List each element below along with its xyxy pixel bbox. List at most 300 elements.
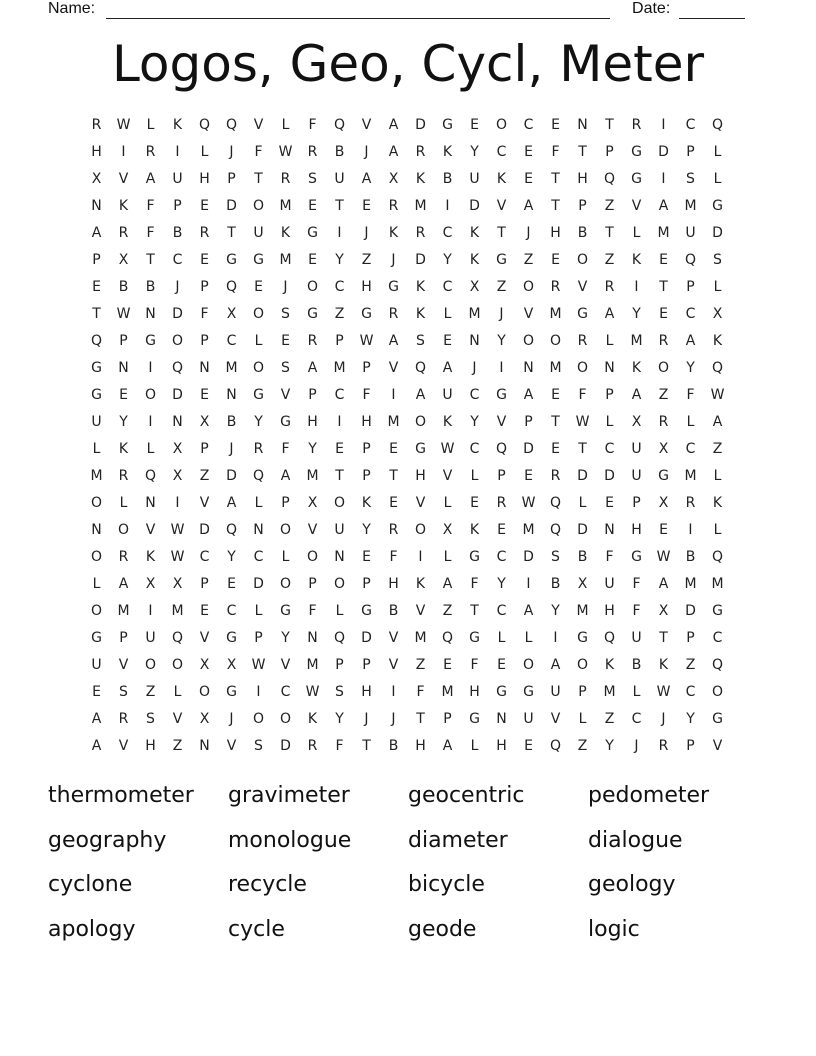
grid-letter[interactable]: C <box>442 278 453 295</box>
grid-letter[interactable]: L <box>443 305 452 322</box>
grid-letter[interactable]: U <box>604 575 615 592</box>
grid-letter[interactable]: H <box>415 737 426 754</box>
grid-letter[interactable]: R <box>604 278 615 295</box>
grid-letter[interactable]: D <box>523 548 534 565</box>
grid-letter[interactable]: O <box>495 116 508 133</box>
grid-letter[interactable]: Z <box>361 251 372 268</box>
grid-letter[interactable]: M <box>306 467 319 484</box>
grid-letter[interactable]: U <box>685 224 696 241</box>
grid-letter[interactable]: V <box>280 386 291 403</box>
grid-letter[interactable]: A <box>280 467 291 484</box>
grid-letter[interactable]: V <box>631 197 642 214</box>
grid-letter[interactable]: E <box>659 521 668 538</box>
grid-letter[interactable]: O <box>522 656 535 673</box>
grid-letter[interactable]: H <box>550 224 561 241</box>
grid-letter[interactable]: Y <box>362 521 371 538</box>
grid-letter[interactable]: J <box>229 710 234 727</box>
grid-letter[interactable]: P <box>200 440 209 457</box>
grid-letter[interactable]: N <box>91 197 102 214</box>
grid-letter[interactable]: K <box>469 251 480 268</box>
grid-letter[interactable]: L <box>713 170 722 187</box>
grid-letter[interactable]: E <box>551 386 560 403</box>
grid-letter[interactable]: E <box>605 494 614 511</box>
grid-letter[interactable]: T <box>659 278 668 295</box>
grid-letter[interactable]: M <box>90 467 103 484</box>
grid-letter[interactable]: T <box>605 116 614 133</box>
grid-letter[interactable]: G <box>658 467 669 484</box>
grid-letter[interactable]: M <box>576 602 589 619</box>
grid-letter[interactable]: P <box>605 386 614 403</box>
grid-letter[interactable]: I <box>445 197 450 214</box>
grid-letter[interactable]: Q <box>711 116 724 133</box>
grid-letter[interactable]: L <box>632 683 641 700</box>
grid-letter[interactable]: M <box>522 521 535 538</box>
grid-letter[interactable]: K <box>496 170 507 187</box>
grid-letter[interactable]: I <box>337 224 342 241</box>
grid-letter[interactable]: Q <box>171 629 184 646</box>
grid-letter[interactable]: Y <box>686 359 695 376</box>
grid-letter[interactable]: R <box>388 521 399 538</box>
grid-letter[interactable]: E <box>551 116 560 133</box>
grid-letter[interactable]: V <box>388 629 399 646</box>
grid-letter[interactable]: Y <box>308 440 317 457</box>
grid-letter[interactable]: E <box>443 332 452 349</box>
grid-letter[interactable]: X <box>199 413 210 430</box>
grid-letter[interactable]: N <box>307 629 318 646</box>
grid-letter[interactable]: J <box>526 224 531 241</box>
grid-letter[interactable]: I <box>148 359 153 376</box>
grid-letter[interactable]: I <box>148 602 153 619</box>
grid-letter[interactable]: M <box>630 332 643 349</box>
grid-letter[interactable]: V <box>577 278 588 295</box>
grid-letter[interactable]: T <box>470 602 479 619</box>
grid-letter[interactable]: G <box>91 386 102 403</box>
grid-letter[interactable]: U <box>523 710 534 727</box>
grid-letter[interactable]: P <box>200 332 209 349</box>
grid-letter[interactable]: R <box>550 278 561 295</box>
grid-letter[interactable]: W <box>656 683 671 700</box>
grid-letter[interactable]: K <box>361 494 372 511</box>
grid-letter[interactable]: R <box>415 143 426 160</box>
date-field[interactable] <box>679 0 745 19</box>
grid-letter[interactable]: X <box>118 251 129 268</box>
grid-letter[interactable]: P <box>686 629 695 646</box>
grid-letter[interactable]: X <box>388 170 399 187</box>
grid-letter[interactable]: G <box>712 602 723 619</box>
grid-letter[interactable]: R <box>91 116 102 133</box>
grid-letter[interactable]: F <box>362 386 371 403</box>
grid-letter[interactable]: N <box>145 305 156 322</box>
grid-letter[interactable]: M <box>441 683 454 700</box>
grid-letter[interactable]: Z <box>604 197 615 214</box>
grid-letter[interactable]: B <box>442 170 453 187</box>
grid-letter[interactable]: F <box>200 305 209 322</box>
grid-letter[interactable]: K <box>442 413 453 430</box>
grid-letter[interactable]: Z <box>334 305 345 322</box>
grid-letter[interactable]: X <box>199 656 210 673</box>
grid-letter[interactable]: K <box>118 440 129 457</box>
grid-letter[interactable]: E <box>362 548 371 565</box>
grid-letter[interactable]: U <box>334 521 345 538</box>
grid-letter[interactable]: T <box>578 143 587 160</box>
grid-letter[interactable]: A <box>523 602 534 619</box>
grid-letter[interactable]: A <box>91 224 102 241</box>
grid-letter[interactable]: E <box>200 602 209 619</box>
grid-letter[interactable]: D <box>415 116 426 133</box>
grid-letter[interactable]: C <box>280 683 291 700</box>
grid-letter[interactable]: X <box>172 467 183 484</box>
grid-letter[interactable]: F <box>470 656 479 673</box>
grid-letter[interactable]: J <box>229 440 234 457</box>
grid-letter[interactable]: K <box>631 251 642 268</box>
grid-letter[interactable]: Q <box>90 332 103 349</box>
grid-letter[interactable]: G <box>469 710 480 727</box>
grid-letter[interactable]: O <box>90 602 103 619</box>
grid-letter[interactable]: F <box>578 386 587 403</box>
grid-letter[interactable]: M <box>279 251 292 268</box>
grid-letter[interactable]: I <box>175 143 180 160</box>
grid-letter[interactable]: R <box>118 548 129 565</box>
grid-letter[interactable]: C <box>685 683 696 700</box>
grid-letter[interactable]: Y <box>551 602 560 619</box>
grid-letter[interactable]: Q <box>549 494 562 511</box>
grid-letter[interactable]: O <box>279 575 292 592</box>
grid-letter[interactable]: L <box>254 332 263 349</box>
grid-letter[interactable]: L <box>146 116 155 133</box>
grid-letter[interactable]: L <box>713 521 722 538</box>
grid-letter[interactable]: Z <box>658 386 669 403</box>
grid-letter[interactable]: N <box>496 710 507 727</box>
grid-letter[interactable]: L <box>632 224 641 241</box>
grid-letter[interactable]: P <box>362 575 371 592</box>
grid-letter[interactable]: V <box>415 494 426 511</box>
grid-letter[interactable]: M <box>414 197 427 214</box>
grid-letter[interactable]: F <box>416 683 425 700</box>
grid-letter[interactable]: E <box>497 656 506 673</box>
grid-letter[interactable]: A <box>604 305 615 322</box>
grid-letter[interactable]: N <box>577 116 588 133</box>
grid-letter[interactable]: X <box>226 305 237 322</box>
grid-letter[interactable]: T <box>362 737 371 754</box>
grid-letter[interactable]: T <box>254 170 263 187</box>
grid-letter[interactable]: P <box>578 683 587 700</box>
grid-letter[interactable]: N <box>199 359 210 376</box>
grid-letter[interactable]: Y <box>497 575 506 592</box>
grid-letter[interactable]: J <box>364 224 369 241</box>
grid-letter[interactable]: L <box>92 440 101 457</box>
grid-letter[interactable]: R <box>199 224 210 241</box>
grid-letter[interactable]: L <box>713 467 722 484</box>
grid-letter[interactable]: W <box>359 332 374 349</box>
grid-letter[interactable]: K <box>712 332 723 349</box>
grid-letter[interactable]: C <box>334 386 345 403</box>
grid-letter[interactable]: G <box>226 251 237 268</box>
grid-letter[interactable]: L <box>173 683 182 700</box>
grid-letter[interactable]: Z <box>523 251 534 268</box>
grid-letter[interactable]: J <box>661 710 666 727</box>
grid-letter[interactable]: D <box>226 467 237 484</box>
grid-letter[interactable]: L <box>686 413 695 430</box>
grid-letter[interactable]: O <box>144 386 157 403</box>
grid-letter[interactable]: R <box>307 143 318 160</box>
grid-letter[interactable]: P <box>92 251 101 268</box>
grid-letter[interactable]: U <box>631 467 642 484</box>
grid-letter[interactable]: F <box>686 386 695 403</box>
grid-letter[interactable]: L <box>497 629 506 646</box>
grid-letter[interactable]: P <box>335 332 344 349</box>
grid-letter[interactable]: O <box>576 656 589 673</box>
grid-letter[interactable]: L <box>200 143 209 160</box>
grid-letter[interactable]: E <box>659 251 668 268</box>
grid-letter[interactable]: I <box>148 413 153 430</box>
grid-letter[interactable]: A <box>307 359 318 376</box>
grid-letter[interactable]: E <box>551 440 560 457</box>
grid-letter[interactable]: G <box>253 251 264 268</box>
grid-letter[interactable]: S <box>416 332 425 349</box>
grid-letter[interactable]: P <box>119 629 128 646</box>
grid-letter[interactable]: N <box>172 413 183 430</box>
grid-letter[interactable]: E <box>200 251 209 268</box>
grid-letter[interactable]: A <box>361 170 372 187</box>
grid-letter[interactable]: O <box>252 305 265 322</box>
grid-letter[interactable]: B <box>388 737 399 754</box>
grid-letter[interactable]: B <box>226 413 237 430</box>
grid-letter[interactable]: L <box>578 494 587 511</box>
grid-letter[interactable]: Q <box>684 251 697 268</box>
grid-letter[interactable]: J <box>634 737 639 754</box>
grid-letter[interactable]: V <box>550 710 561 727</box>
grid-letter[interactable]: P <box>308 386 317 403</box>
grid-letter[interactable]: U <box>334 170 345 187</box>
grid-letter[interactable]: J <box>472 359 477 376</box>
grid-letter[interactable]: R <box>577 332 588 349</box>
grid-letter[interactable]: U <box>172 170 183 187</box>
grid-letter[interactable]: G <box>253 386 264 403</box>
grid-letter[interactable]: U <box>631 629 642 646</box>
grid-letter[interactable]: L <box>443 494 452 511</box>
grid-letter[interactable]: S <box>254 737 263 754</box>
grid-letter[interactable]: M <box>711 575 724 592</box>
grid-letter[interactable]: G <box>577 629 588 646</box>
grid-letter[interactable]: J <box>391 251 396 268</box>
grid-letter[interactable]: F <box>470 575 479 592</box>
grid-letter[interactable]: H <box>604 602 615 619</box>
grid-letter[interactable]: Q <box>198 116 211 133</box>
grid-letter[interactable]: H <box>631 521 642 538</box>
grid-letter[interactable]: A <box>388 143 399 160</box>
grid-letter[interactable]: L <box>254 602 263 619</box>
grid-letter[interactable]: H <box>145 737 156 754</box>
grid-letter[interactable]: D <box>712 224 723 241</box>
grid-letter[interactable]: D <box>172 305 183 322</box>
grid-letter[interactable]: I <box>256 683 261 700</box>
grid-letter[interactable]: P <box>362 656 371 673</box>
grid-letter[interactable]: O <box>306 278 319 295</box>
grid-letter[interactable]: R <box>118 710 129 727</box>
grid-letter[interactable]: W <box>305 683 320 700</box>
grid-letter[interactable]: F <box>551 143 560 160</box>
grid-letter[interactable]: G <box>226 629 237 646</box>
grid-letter[interactable]: L <box>146 440 155 457</box>
grid-letter[interactable]: E <box>200 197 209 214</box>
grid-letter[interactable]: I <box>634 278 639 295</box>
grid-letter[interactable]: K <box>442 143 453 160</box>
grid-letter[interactable]: W <box>440 440 455 457</box>
grid-letter[interactable]: W <box>170 521 185 538</box>
grid-letter[interactable]: L <box>605 413 614 430</box>
grid-letter[interactable]: Y <box>686 710 695 727</box>
grid-letter[interactable]: P <box>443 710 452 727</box>
grid-letter[interactable]: R <box>253 440 264 457</box>
grid-letter[interactable]: L <box>470 737 479 754</box>
grid-letter[interactable]: Z <box>496 278 507 295</box>
grid-letter[interactable]: V <box>442 467 453 484</box>
grid-letter[interactable]: K <box>415 305 426 322</box>
grid-letter[interactable]: S <box>119 683 128 700</box>
grid-letter[interactable]: Q <box>225 521 238 538</box>
grid-letter[interactable]: Z <box>415 656 426 673</box>
grid-letter[interactable]: E <box>389 494 398 511</box>
grid-letter[interactable]: D <box>469 197 480 214</box>
grid-letter[interactable]: A <box>388 332 399 349</box>
grid-letter[interactable]: S <box>335 683 344 700</box>
grid-letter[interactable]: P <box>200 278 209 295</box>
grid-letter[interactable]: O <box>279 521 292 538</box>
grid-letter[interactable]: K <box>280 224 291 241</box>
grid-letter[interactable]: Z <box>172 737 183 754</box>
grid-letter[interactable]: Y <box>227 548 236 565</box>
grid-letter[interactable]: Z <box>577 737 588 754</box>
grid-letter[interactable]: K <box>604 656 615 673</box>
grid-letter[interactable]: I <box>391 683 396 700</box>
grid-letter[interactable]: L <box>713 278 722 295</box>
grid-letter[interactable]: D <box>253 575 264 592</box>
grid-letter[interactable]: Q <box>711 548 724 565</box>
grid-letter[interactable]: R <box>388 305 399 322</box>
grid-letter[interactable]: Q <box>144 467 157 484</box>
grid-letter[interactable]: H <box>199 170 210 187</box>
grid-letter[interactable]: B <box>685 548 696 565</box>
grid-letter[interactable]: U <box>550 683 561 700</box>
grid-letter[interactable]: P <box>497 467 506 484</box>
grid-letter[interactable]: O <box>117 521 130 538</box>
grid-letter[interactable]: G <box>280 602 291 619</box>
grid-letter[interactable]: Q <box>549 737 562 754</box>
grid-letter[interactable]: M <box>603 683 616 700</box>
grid-letter[interactable]: O <box>90 548 103 565</box>
grid-letter[interactable]: T <box>497 224 506 241</box>
grid-letter[interactable]: I <box>661 116 666 133</box>
grid-letter[interactable]: C <box>334 278 345 295</box>
grid-letter[interactable]: P <box>686 143 695 160</box>
grid-letter[interactable]: S <box>713 251 722 268</box>
grid-letter[interactable]: O <box>414 521 427 538</box>
grid-letter[interactable]: E <box>443 656 452 673</box>
grid-letter[interactable]: P <box>254 629 263 646</box>
grid-letter[interactable]: T <box>551 413 560 430</box>
grid-letter[interactable]: C <box>226 332 237 349</box>
grid-letter[interactable]: O <box>306 548 319 565</box>
grid-letter[interactable]: F <box>632 575 641 592</box>
grid-letter[interactable]: F <box>146 197 155 214</box>
grid-letter[interactable]: M <box>306 656 319 673</box>
grid-letter[interactable]: O <box>711 683 724 700</box>
grid-letter[interactable]: W <box>116 305 131 322</box>
grid-letter[interactable]: N <box>604 521 615 538</box>
grid-letter[interactable]: A <box>712 413 723 430</box>
grid-letter[interactable]: B <box>118 278 129 295</box>
grid-letter[interactable]: X <box>145 575 156 592</box>
grid-letter[interactable]: U <box>145 629 156 646</box>
grid-letter[interactable]: Q <box>225 278 238 295</box>
grid-letter[interactable]: I <box>688 521 693 538</box>
grid-letter[interactable]: O <box>252 710 265 727</box>
grid-letter[interactable]: P <box>200 575 209 592</box>
grid-letter[interactable]: J <box>283 278 288 295</box>
grid-letter[interactable]: J <box>391 710 396 727</box>
grid-letter[interactable]: T <box>551 197 560 214</box>
grid-letter[interactable]: T <box>146 251 155 268</box>
grid-letter[interactable]: Z <box>145 683 156 700</box>
grid-letter[interactable]: L <box>443 548 452 565</box>
grid-letter[interactable]: B <box>334 143 345 160</box>
grid-letter[interactable]: U <box>253 224 264 241</box>
grid-letter[interactable]: L <box>281 548 290 565</box>
grid-letter[interactable]: V <box>145 521 156 538</box>
grid-letter[interactable]: E <box>659 305 668 322</box>
grid-letter[interactable]: N <box>523 359 534 376</box>
grid-letter[interactable]: T <box>335 197 344 214</box>
grid-letter[interactable]: K <box>388 224 399 241</box>
grid-letter[interactable]: C <box>712 629 723 646</box>
grid-letter[interactable]: B <box>577 548 588 565</box>
grid-letter[interactable]: E <box>524 170 533 187</box>
grid-letter[interactable]: R <box>307 332 318 349</box>
grid-letter[interactable]: T <box>335 467 344 484</box>
grid-letter[interactable]: A <box>442 575 453 592</box>
grid-letter[interactable]: C <box>172 251 183 268</box>
grid-letter[interactable]: W <box>656 548 671 565</box>
grid-letter[interactable]: Q <box>603 170 616 187</box>
grid-letter[interactable]: C <box>496 602 507 619</box>
grid-letter[interactable]: L <box>92 575 101 592</box>
grid-letter[interactable]: M <box>279 197 292 214</box>
grid-letter[interactable]: Y <box>335 251 344 268</box>
grid-letter[interactable]: J <box>364 143 369 160</box>
grid-letter[interactable]: M <box>657 224 670 241</box>
grid-letter[interactable]: K <box>415 575 426 592</box>
grid-letter[interactable]: B <box>577 224 588 241</box>
grid-letter[interactable]: F <box>632 602 641 619</box>
grid-letter[interactable]: O <box>522 278 535 295</box>
grid-letter[interactable]: N <box>199 737 210 754</box>
grid-letter[interactable]: C <box>226 602 237 619</box>
grid-letter[interactable]: N <box>604 359 615 376</box>
grid-letter[interactable]: F <box>335 737 344 754</box>
grid-letter[interactable]: B <box>631 656 642 673</box>
grid-letter[interactable]: X <box>199 710 210 727</box>
grid-letter[interactable]: N <box>469 332 480 349</box>
grid-letter[interactable]: E <box>470 494 479 511</box>
grid-letter[interactable]: G <box>145 332 156 349</box>
grid-letter[interactable]: C <box>496 548 507 565</box>
grid-letter[interactable]: P <box>686 737 695 754</box>
grid-letter[interactable]: X <box>91 170 102 187</box>
grid-letter[interactable]: Z <box>199 467 210 484</box>
grid-letter[interactable]: V <box>307 521 318 538</box>
grid-letter[interactable]: P <box>524 413 533 430</box>
grid-letter[interactable]: A <box>658 197 669 214</box>
